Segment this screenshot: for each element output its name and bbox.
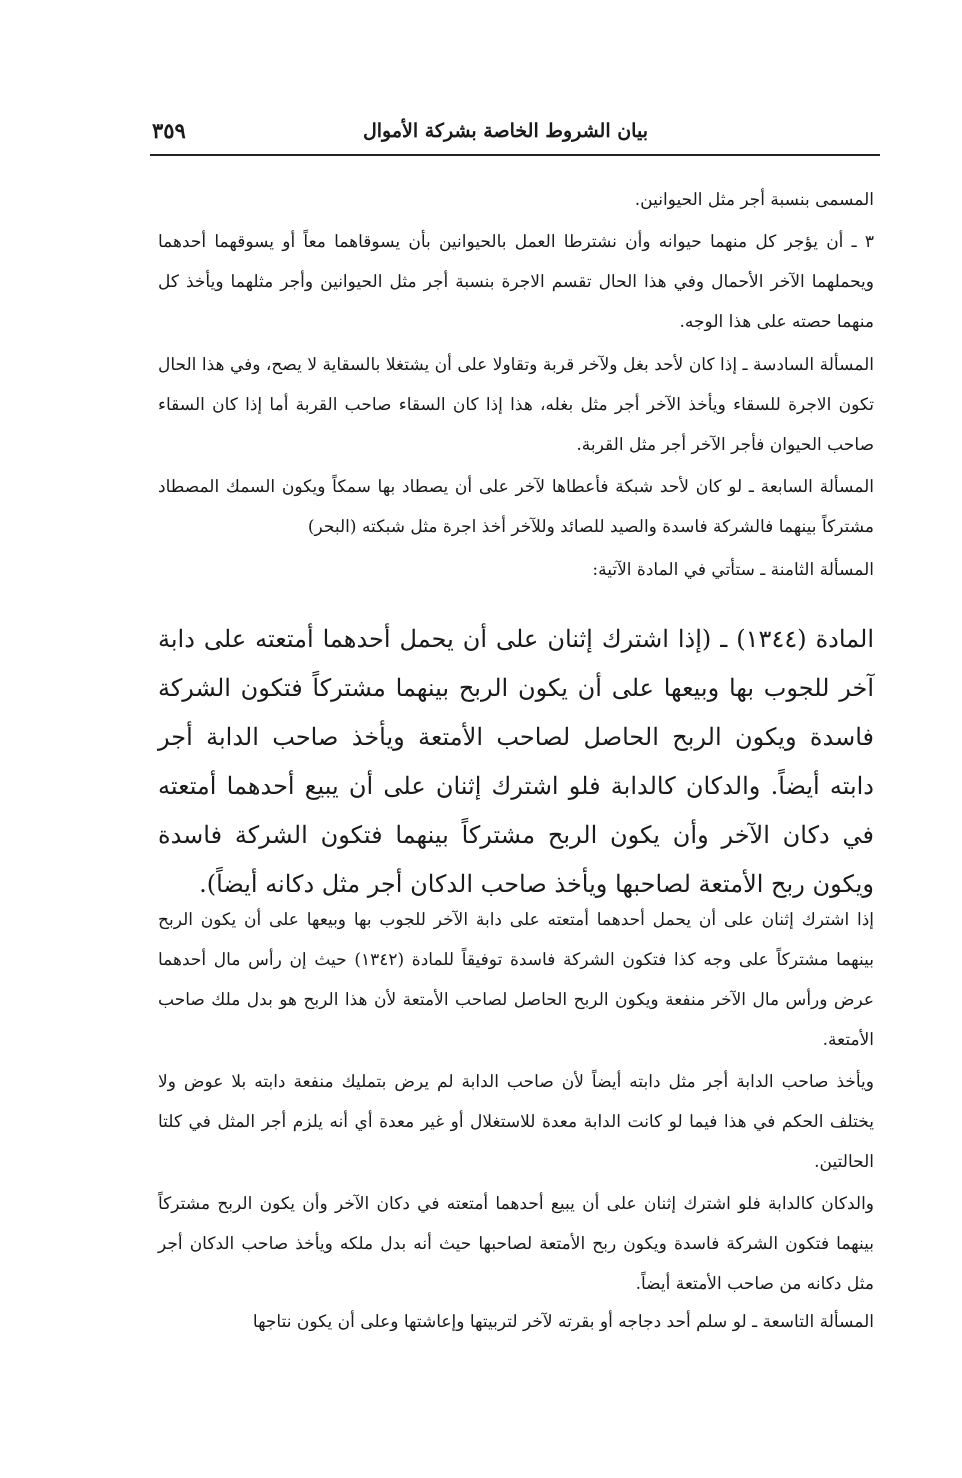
page-number: ٣٥٩	[152, 118, 186, 143]
paragraph-item-3: ٣ ـ أن يؤجر كل منهما حيوانه وأن نشترطا العمل بالحيوانين بأن يسوقاهما معاً أو يسوقهما أحدهما ويحملهما الآخر الأحمال وفي هذا الحال تقسم الاجرة بنسبة أجر مثل الحيوانين وأجر مثلهما ويأخذ كل منهما حصته على هذا الوجه.	[158, 232, 874, 332]
paragraph-issue-6: المسألة السادسة ـ إذا كان لأحد بغل ولآخر قربة وتقاولا على أن يشتغلا بالسقاية لا يصح، وفي هذا الحال تكون الاجرة للسقاء ويأخذ الآخر أجر مثل بغله، هذا إذا كان السقاء صاحب القربة أما إذا كان السقاء صاحب الحيوان فأجر الآخر أجر مثل القربة.	[158, 355, 874, 455]
paragraph-continuation: المسمى بنسبة أجر مثل الحيوانين.	[634, 190, 874, 210]
running-title: بيان الشروط الخاصة بشركة الأموال	[362, 120, 648, 142]
commentary-paragraph: إذا اشترك إثنان على أن يحمل أحدهما أمتعته على دابة الآخر للجوب بها وبيعها على أن يكون الربح بينهما مشتركاً على وجه كذا فتكون الشركة فاسدة توفيقاً للمادة (١٣٤٢) حيث إن رأس مال أحدهما عرض ورأس مال الآخر منفعة ويكون الربح الحاصل لصاحب الأمتعة لأن هذا الربح هو بدل ملك صاحب الأمتعة.	[158, 910, 875, 1050]
paragraph-issue-9: المسألة التاسعة ـ لو سلم أحد دجاجه أو بقرته لآخر لتربيتها وإعاشتها وعلى أن يكون نتاجها	[252, 1312, 874, 1332]
paragraph-issue-8: المسألة الثامنة ـ ستأتي في المادة الآتية:	[592, 560, 874, 580]
page-header	[150, 110, 880, 156]
paragraph-issue-7: المسألة السابعة ـ لو كان لأحد شبكة فأعطاها لآخر على أن يصطاد بها سمكاً ويكون السمك المصطاد مشتركاً بينهما فالشركة فاسدة والصيد للصائد وللآخر أخذ اجرة مثل شبكته (البحر)	[158, 477, 874, 537]
article-1344-text: المادة (١٣٤٤) ـ (إذا اشترك إثنان على أن يحمل أحدهما أمتعته على دابة آخر للجوب بها وبيعها على أن يكون الربح بينهما مشتركاً فتكون الشركة فاسدة ويكون الربح الحاصل لصاحب الأمتعة ويأخذ صاحب الدابة أجر دابته أيضاً. والدكان كالدابة فلو اشترك إثنان على أن يبيع أحدهما أمتعته في دكان الآخر وأن يكون الربح مشتركاً بينهما فتكون الشركة فاسدة ويكون ربح الأمتعة لصاحبها ويأخذ صاحب الدكان أجر مثل دكانه أيضاً).	[158, 625, 875, 898]
commentary-paragraph: ويأخذ صاحب الدابة أجر مثل دابته أيضاً لأن صاحب الدابة لم يرض بتمليك منفعة دابته بلا عوض ولا يختلف الحكم في هذا فيما لو كانت الدابة معدة للاستغلال أو غير معدة أي أنه يلزم أجر المثل في كلتا الحالتين.	[158, 1072, 874, 1172]
commentary-paragraph: والدكان كالدابة فلو اشترك إثنان على أن يبيع أحدهما أمتعته في دكان الآخر وأن يكون الربح مشتركاً بينهما فتكون الشركة فاسدة ويكون ربح الأمتعة لصاحبها حيث أنه بدل ملكه ويأخذ صاحب الدكان أجر مثل دكانه من صاحب الأمتعة أيضاً.	[158, 1194, 874, 1294]
